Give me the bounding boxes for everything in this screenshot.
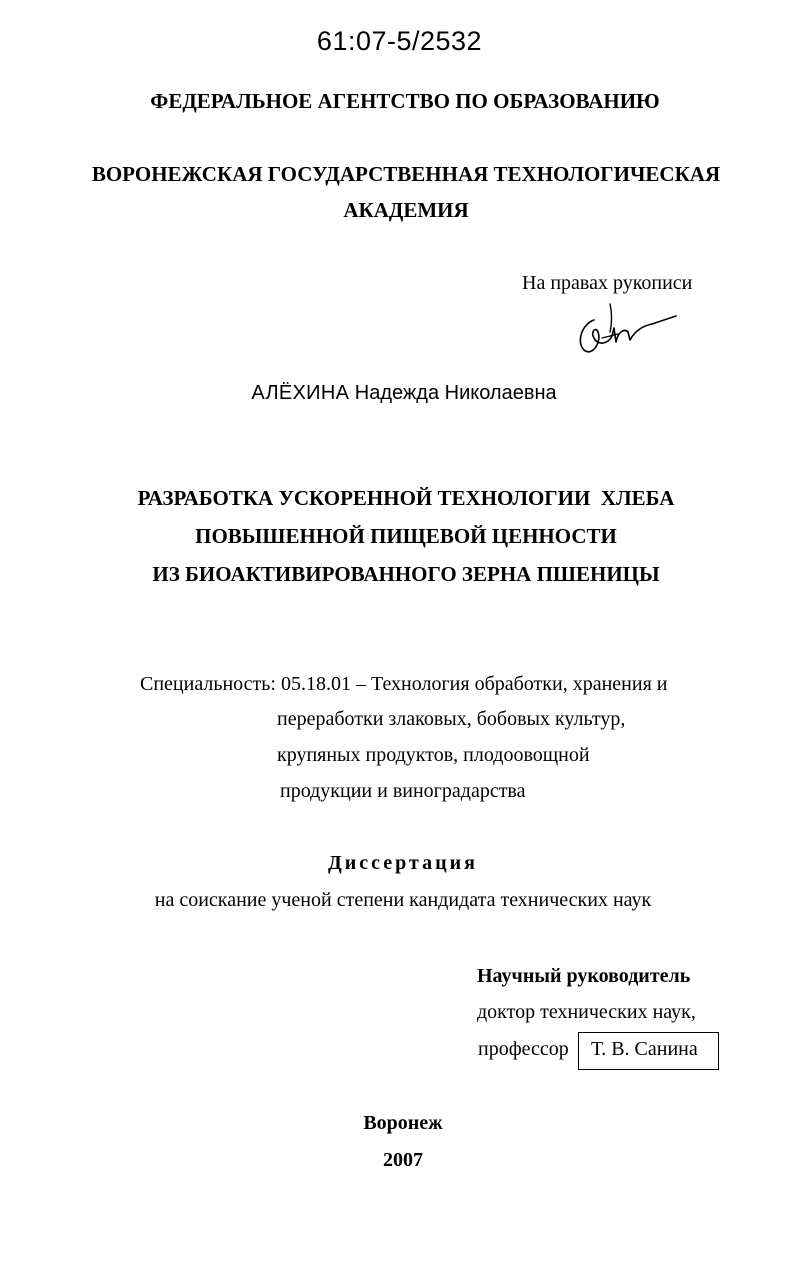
city: Воронеж: [363, 1112, 443, 1134]
catalog-number: 61:07-5/2532: [316, 26, 483, 56]
author-surname: АЛЁХИНА: [251, 382, 350, 404]
supervisor-name: Т. В. Санина: [591, 1038, 698, 1060]
specialty-line: крупяных продуктов, плодоовощной: [277, 744, 590, 766]
degree-line: на соискание ученой степени кандидата технических наук: [154, 889, 652, 911]
thesis-title-line: РАЗРАБОТКА УСКОРЕННОЙ ТЕХНОЛОГИИ ХЛЕБА: [137, 486, 675, 510]
thesis-title-line: ИЗ БИОАКТИВИРОВАННОГО ЗЕРНА ПШЕНИЦЫ: [152, 562, 660, 586]
specialty-line: переработки злаковых, бобовых культур,: [277, 708, 626, 730]
academy-name-line1: ВОРОНЕЖСКАЯ ГОСУДАРСТВЕННАЯ ТЕХНОЛОГИЧЕСКАЯ: [91, 162, 721, 186]
signature-icon: [572, 302, 682, 364]
author-given-names: Надежда Николаевна: [354, 382, 557, 404]
year: 2007: [383, 1149, 423, 1171]
agency-name: ФЕДЕРАЛЬНОЕ АГЕНТСТВО ПО ОБРАЗОВАНИЮ: [150, 89, 660, 113]
thesis-title-line: ПОВЫШЕННОЙ ПИЩЕВОЙ ЦЕННОСТИ: [195, 524, 617, 548]
specialty-text: Технология обработки, хранения и: [370, 673, 668, 695]
document-type: Диссертация: [328, 852, 478, 874]
academy-name-line2: АКАДЕМИЯ: [343, 198, 469, 222]
author-name: [0, 382, 799, 405]
specialty-label: Специальность:: [140, 673, 276, 695]
supervisor-position: профессор: [478, 1038, 569, 1060]
specialty-line: продукции и виноградарства: [280, 780, 526, 802]
specialty-code: 05.18.01: [280, 673, 351, 695]
specialty-line: [140, 673, 667, 696]
specialty-dash: –: [355, 673, 366, 695]
supervisor-heading: Научный руководитель: [477, 965, 691, 987]
supervisor-degree: доктор технических наук,: [477, 1001, 696, 1023]
rights-note: На правах рукописи: [522, 272, 693, 294]
